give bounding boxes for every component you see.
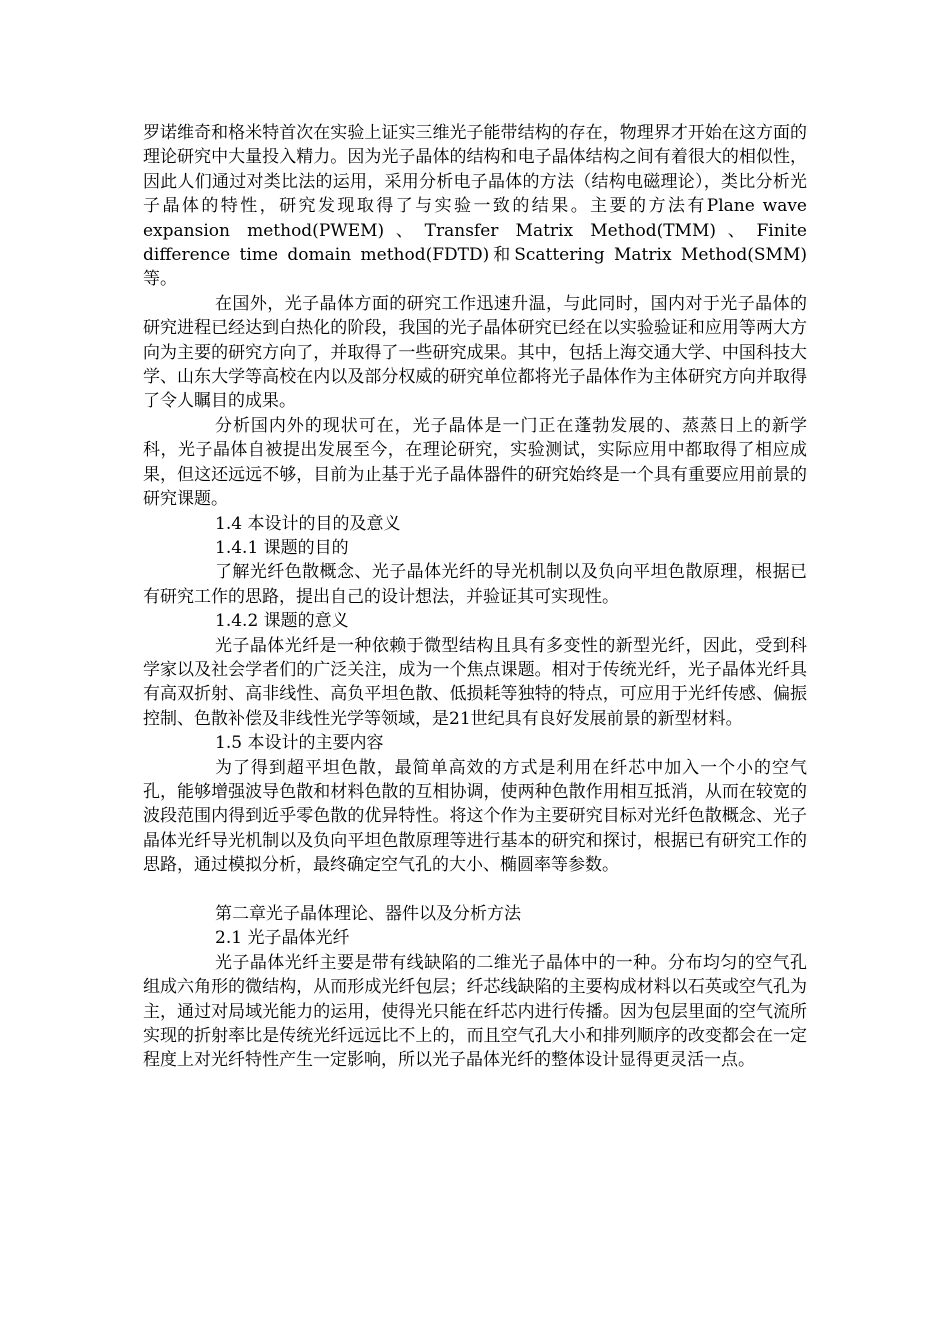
section-heading-2-1: 2.1 光子晶体光纤 xyxy=(215,928,350,949)
paragraph-pcf-intro: 光子晶体光纤主要是带有线缺陷的二维光子晶体中的一种。分布均匀的空气孔组成六角形的微结构，从而形成光纤包层；纤芯线缺陷的主要构成材料以石英或空气孔为主，通过对局域光能力的运用，使得光只能在纤芯内进行传播。因为包层里面的空气流所实现的折射率比是传统光纤远远比不上的，而且空气孔大小和排列顺序的改变都会在一定程度上对光纤特性产生一定影响，所以光子晶体光纤的整体设计显得更灵活一点。 xyxy=(143,952,807,1071)
section-heading-1-4-1: 1.4.1 课题的目的 xyxy=(215,537,349,558)
section-heading-1-4-2: 1.4.2 课题的意义 xyxy=(215,611,349,632)
paragraph-status-analysis: 分析国内外的现状可在，光子晶体是一门正在蓬勃发展的、蒸蒸日上的新学科，光子晶体自被提出发展至今，在理论研究，实验测试，实际应用中都取得了相应成果，但这还远远不够，目前为止基于光子晶体器件的研究始终是一个具有重要应用前景的研究课题。 xyxy=(143,415,807,510)
document-page xyxy=(143,121,807,1073)
section-heading-1-5: 1.5 本设计的主要内容 xyxy=(215,733,384,754)
paragraph-domestic-research: 在国外，光子晶体方面的研究工作迅速升温，与此同时，国内对于光子晶体的研究进程已经达到白热化的阶段，我国的光子晶体研究已经在以实验验证和应用等两大方向为主要的研究方向了，并取得了一些研究成果。其中，包括上海交通大学、中国科技大学、山东大学等高校在内以及部分权威的研究单位都将光子晶体作为主体研究方向并取得了令人瞩目的成果。 xyxy=(143,293,807,412)
paragraph-main-content: 为了得到超平坦色散，最简单高效的方式是利用在纤芯中加入一个小的空气孔，能够增强波导色散和材料色散的互相协调，使两种色散作用相互抵消，从而在较宽的波段范围内得到近乎零色散的优异特性。将这个作为主要研究目标对光纤色散概念、光子晶体光纤导光机制以及负向平坦色散原理等进行基本的研究和探讨，根据已有研究工作的思路，通过模拟分析，最终确定空气孔的大小、椭圆率等参数。 xyxy=(143,757,807,876)
paragraph-significance: 光子晶体光纤是一种依赖于微型结构且具有多变性的新型光纤，因此，受到科学家以及社会学者们的广泛关注，成为一个焦点课题。相对于传统光纤，光子晶体光纤具有高双折射、高非线性、高负平坦色散、低损耗等独特的特点，可应用于光纤传感、偏振控制、色散补偿及非线性光学等领域，是21世纪具有良好发展前景的新型材料。 xyxy=(143,635,807,729)
section-heading-1-4: 1.4 本设计的目的及意义 xyxy=(215,513,401,534)
paragraph-history-methods: 罗诺维奇和格米特首次在实验上证实三维光子能带结构的存在，物理界才开始在这方面的理论研究中大量投入精力。因为光子晶体的结构和电子晶体结构之间有着很大的相似性，因此人们通过对类比法的运用，采用分析电子晶体的方法（结构电磁理论），类比分析光子晶体的特性，研究发现取得了与实验一致的结果。主要的方法有Plane wave expansion method(PWEM)、Transfer Matrix Method(TMM)、Finite difference time domain method(FDTD)和Scattering Matrix Method(SMM)等。 xyxy=(143,123,807,290)
blank-line xyxy=(143,878,807,902)
paragraph-purpose: 了解光纤色散概念、光子晶体光纤的导光机制以及负向平坦色散原理，根据已有研究工作的思路，提出自己的设计想法，并验证其可实现性。 xyxy=(143,562,807,607)
chapter-heading-2: 第二章光子晶体理论、器件以及分析方法 xyxy=(215,903,521,924)
